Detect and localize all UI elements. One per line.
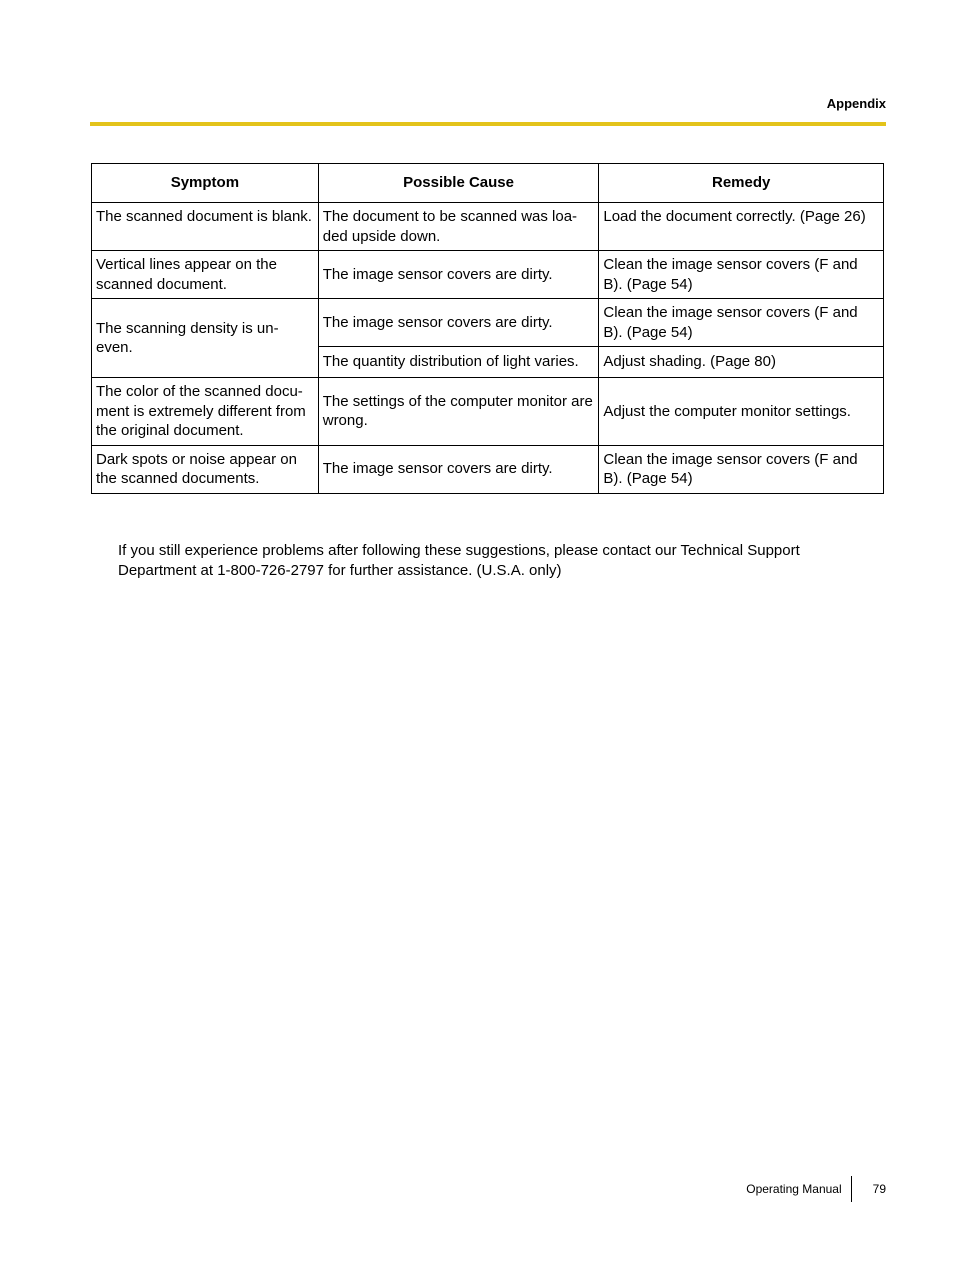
remedy-cell: Adjust the computer monitor settings. (599, 378, 884, 446)
footer-manual-title: Operating Manual (746, 1182, 842, 1196)
symptom-cell: The color of the scanned docu-ment is extremely different from the original document. (92, 378, 319, 446)
cause-cell: The quantity distribution of light varies. (318, 347, 599, 378)
remedy-cell: Adjust shading. (Page 80) (599, 347, 884, 378)
column-header-cause: Possible Cause (318, 164, 599, 203)
column-header-remedy: Remedy (599, 164, 884, 203)
cause-cell: The image sensor covers are dirty. (318, 299, 599, 347)
table-row (92, 299, 884, 347)
remedy-cell: Clean the image sensor covers (F and B). (Page 54) (599, 445, 884, 493)
header-divider (90, 122, 886, 126)
table-row (92, 445, 884, 493)
cause-cell: The image sensor covers are dirty. (318, 445, 599, 493)
symptom-cell: The scanned document is blank. (92, 203, 319, 251)
page-number: 79 (872, 1182, 886, 1196)
cause-cell: The image sensor covers are dirty. (318, 251, 599, 299)
table-row (92, 378, 884, 446)
troubleshooting-table (91, 163, 884, 494)
table-row (92, 203, 884, 251)
table-header-row (92, 164, 884, 203)
support-note: If you still experience problems after following these suggestions, please contact our Technical Support Department at 1-800-726-2797 for further assistance. (U.S.A. only) (118, 542, 800, 579)
symptom-cell: Dark spots or noise appear on the scanned documents. (92, 445, 319, 493)
symptom-cell: The scanning density is un-even. (92, 299, 319, 378)
cause-cell: The settings of the computer monitor are wrong. (318, 378, 599, 446)
symptom-cell: Vertical lines appear on the scanned document. (92, 251, 319, 299)
remedy-cell: Clean the image sensor covers (F and B). (Page 54) (599, 299, 884, 347)
page-footer (746, 1176, 886, 1202)
section-title: Appendix (826, 96, 886, 111)
column-header-symptom: Symptom (92, 164, 319, 203)
cause-cell: The document to be scanned was loa-ded upside down. (318, 203, 599, 251)
remedy-cell: Clean the image sensor covers (F and B). (Page 54) (599, 251, 884, 299)
remedy-cell: Load the document correctly. (Page 26) (599, 203, 884, 251)
table-row (92, 251, 884, 299)
